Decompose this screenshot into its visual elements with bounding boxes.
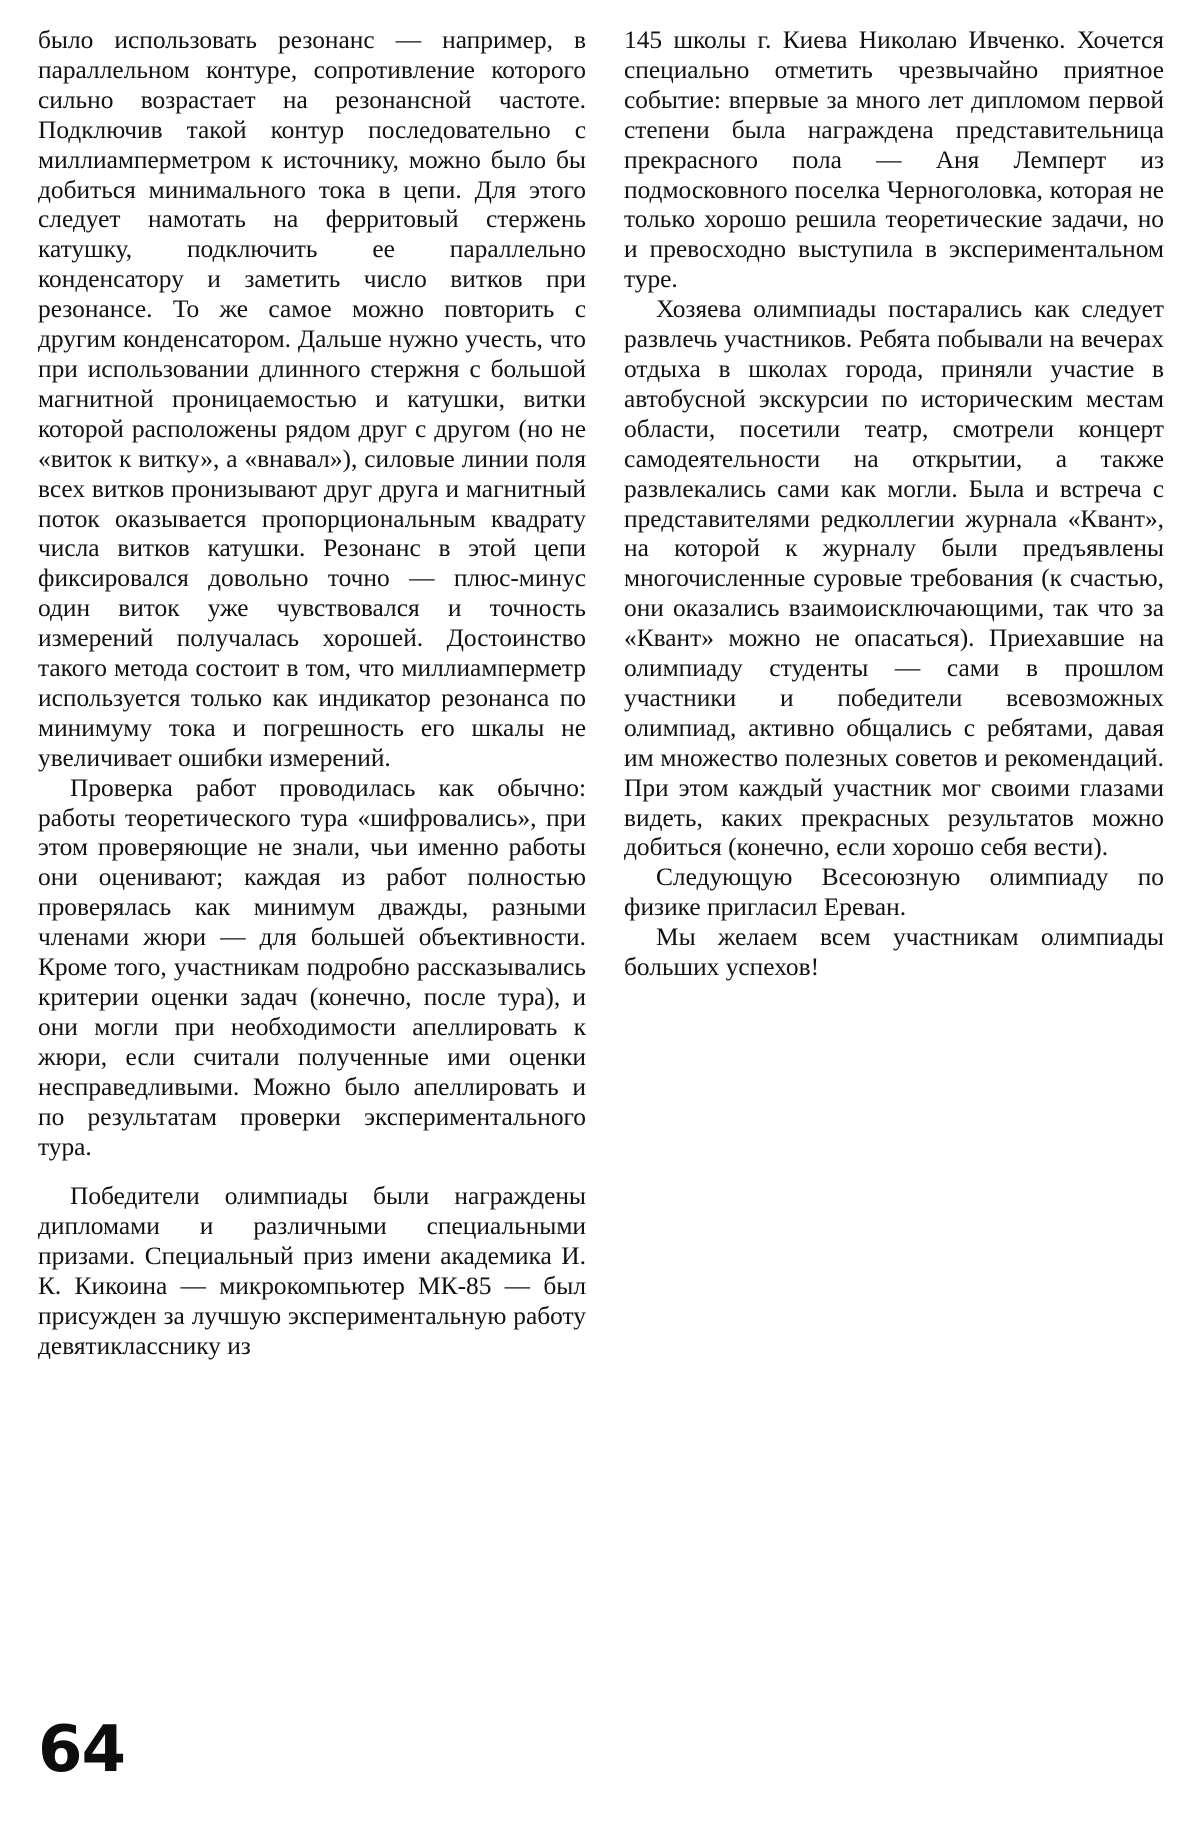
paragraph-entertainment: Хозяева олимпиады постарались как следует развлечь участников. Ребята побывали на вечерах отдыха в школах города, приняли участие в автобусной экскурсии по историческим местам области, посетили театр, смотрели концерт самодеятельности на открытии, а также развлекались сами как могли. Была и встреча с представителями редколлегии журнала «Квант», на которой к журналу были предъявлены многочисленные суровые требования (к счастью, они оказались взаимоисключающими, так что за «Квант» можно не опасаться). Приехавшие на олимпиаду студенты — сами в прошлом участники и победители всевозможных олимпиад, активно общались с ребятами, давая им множество полезных советов и рекомендаций. При этом каждый участник мог своими глазами видеть, каких прекрасных результатов можно добиться (конечно, если хорошо себя вести). [624, 295, 1164, 862]
right-column [624, 26, 1164, 983]
paragraph-winners: Победители олимпиады были награждены дипломами и различными специальными призами. Специальный приз имени академика И. К. Кикоина — микрокомпьютер МК-85 — был присужден за лучшую экспериментальную работу девятикласснику из [38, 1182, 586, 1360]
paragraph-wishes: Мы желаем всем участникам олимпиады больших успехов! [624, 923, 1164, 982]
paragraph-grading: Проверка работ проводилась как обычно: работы теоретического тура «шифровались», при этом проверяющие не знали, чьи именно работы они оценивают; каждая из работ полностью проверялась как минимум дважды, разными членами жюри — для большей объективности. Кроме того, участникам подробно рассказывались критерии оценки задач (конечно, после тура), и они могли при необходимости апеллировать к жюри, если считали полученные ими оценки несправедливыми. Можно было апеллировать и по результатам проверки экспериментального тура. [38, 773, 586, 1161]
page-number: 64 [38, 1713, 126, 1787]
left-column [38, 26, 586, 1362]
paragraph-next-olympiad: Следующую Всесоюзную олимпиаду по физике пригласил Ереван. [624, 863, 1164, 922]
paragraph-awards-continued: 145 школы г. Киева Николаю Ивченко. Хочется специально отметить чрезвычайно приятное событие: впервые за много лет дипломом первой степени была награждена представительница прекрасного пола — Аня Лемперт из подмосковного поселка Черноголовка, которая не только хорошо решила теоретические задачи, но и превосходно выступила в экспериментальном туре. [624, 26, 1164, 294]
paragraph-resonance-method: было использовать резонанс — например, в параллельном контуре, сопротивление которого сильно возрастает на резонансной частоте. Подключив такой контур последовательно с миллиамперметром к источнику, можно было бы добиться минимального тока в цепи. Для этого следует намотать на ферритовый стержень катушку, подключить ее параллельно конденсатору и заметить число витков при резонансе. То же самое можно повторить с другим конденсатором. Дальше нужно учесть, что при использовании длинного стержня с большой магнитной проницаемостью и катушки, витки которой расположены рядом друг с другом (но не «виток к витку», а «внавал»), силовые линии поля всех витков пронизывают друг друга и магнитный поток оказывается пропорциональным квадрату числа витков катушки. Резонанс в этой цепи фиксировался довольно точно — плюс-минус один виток уже чувствовался и точность измерений получалась хорошей. Достоинство такого метода состоит в том, что миллиамперметр используется только как индикатор резонанса по минимуму тока и погрешность его шкалы не увеличивает ошибки измерений. [38, 26, 586, 772]
